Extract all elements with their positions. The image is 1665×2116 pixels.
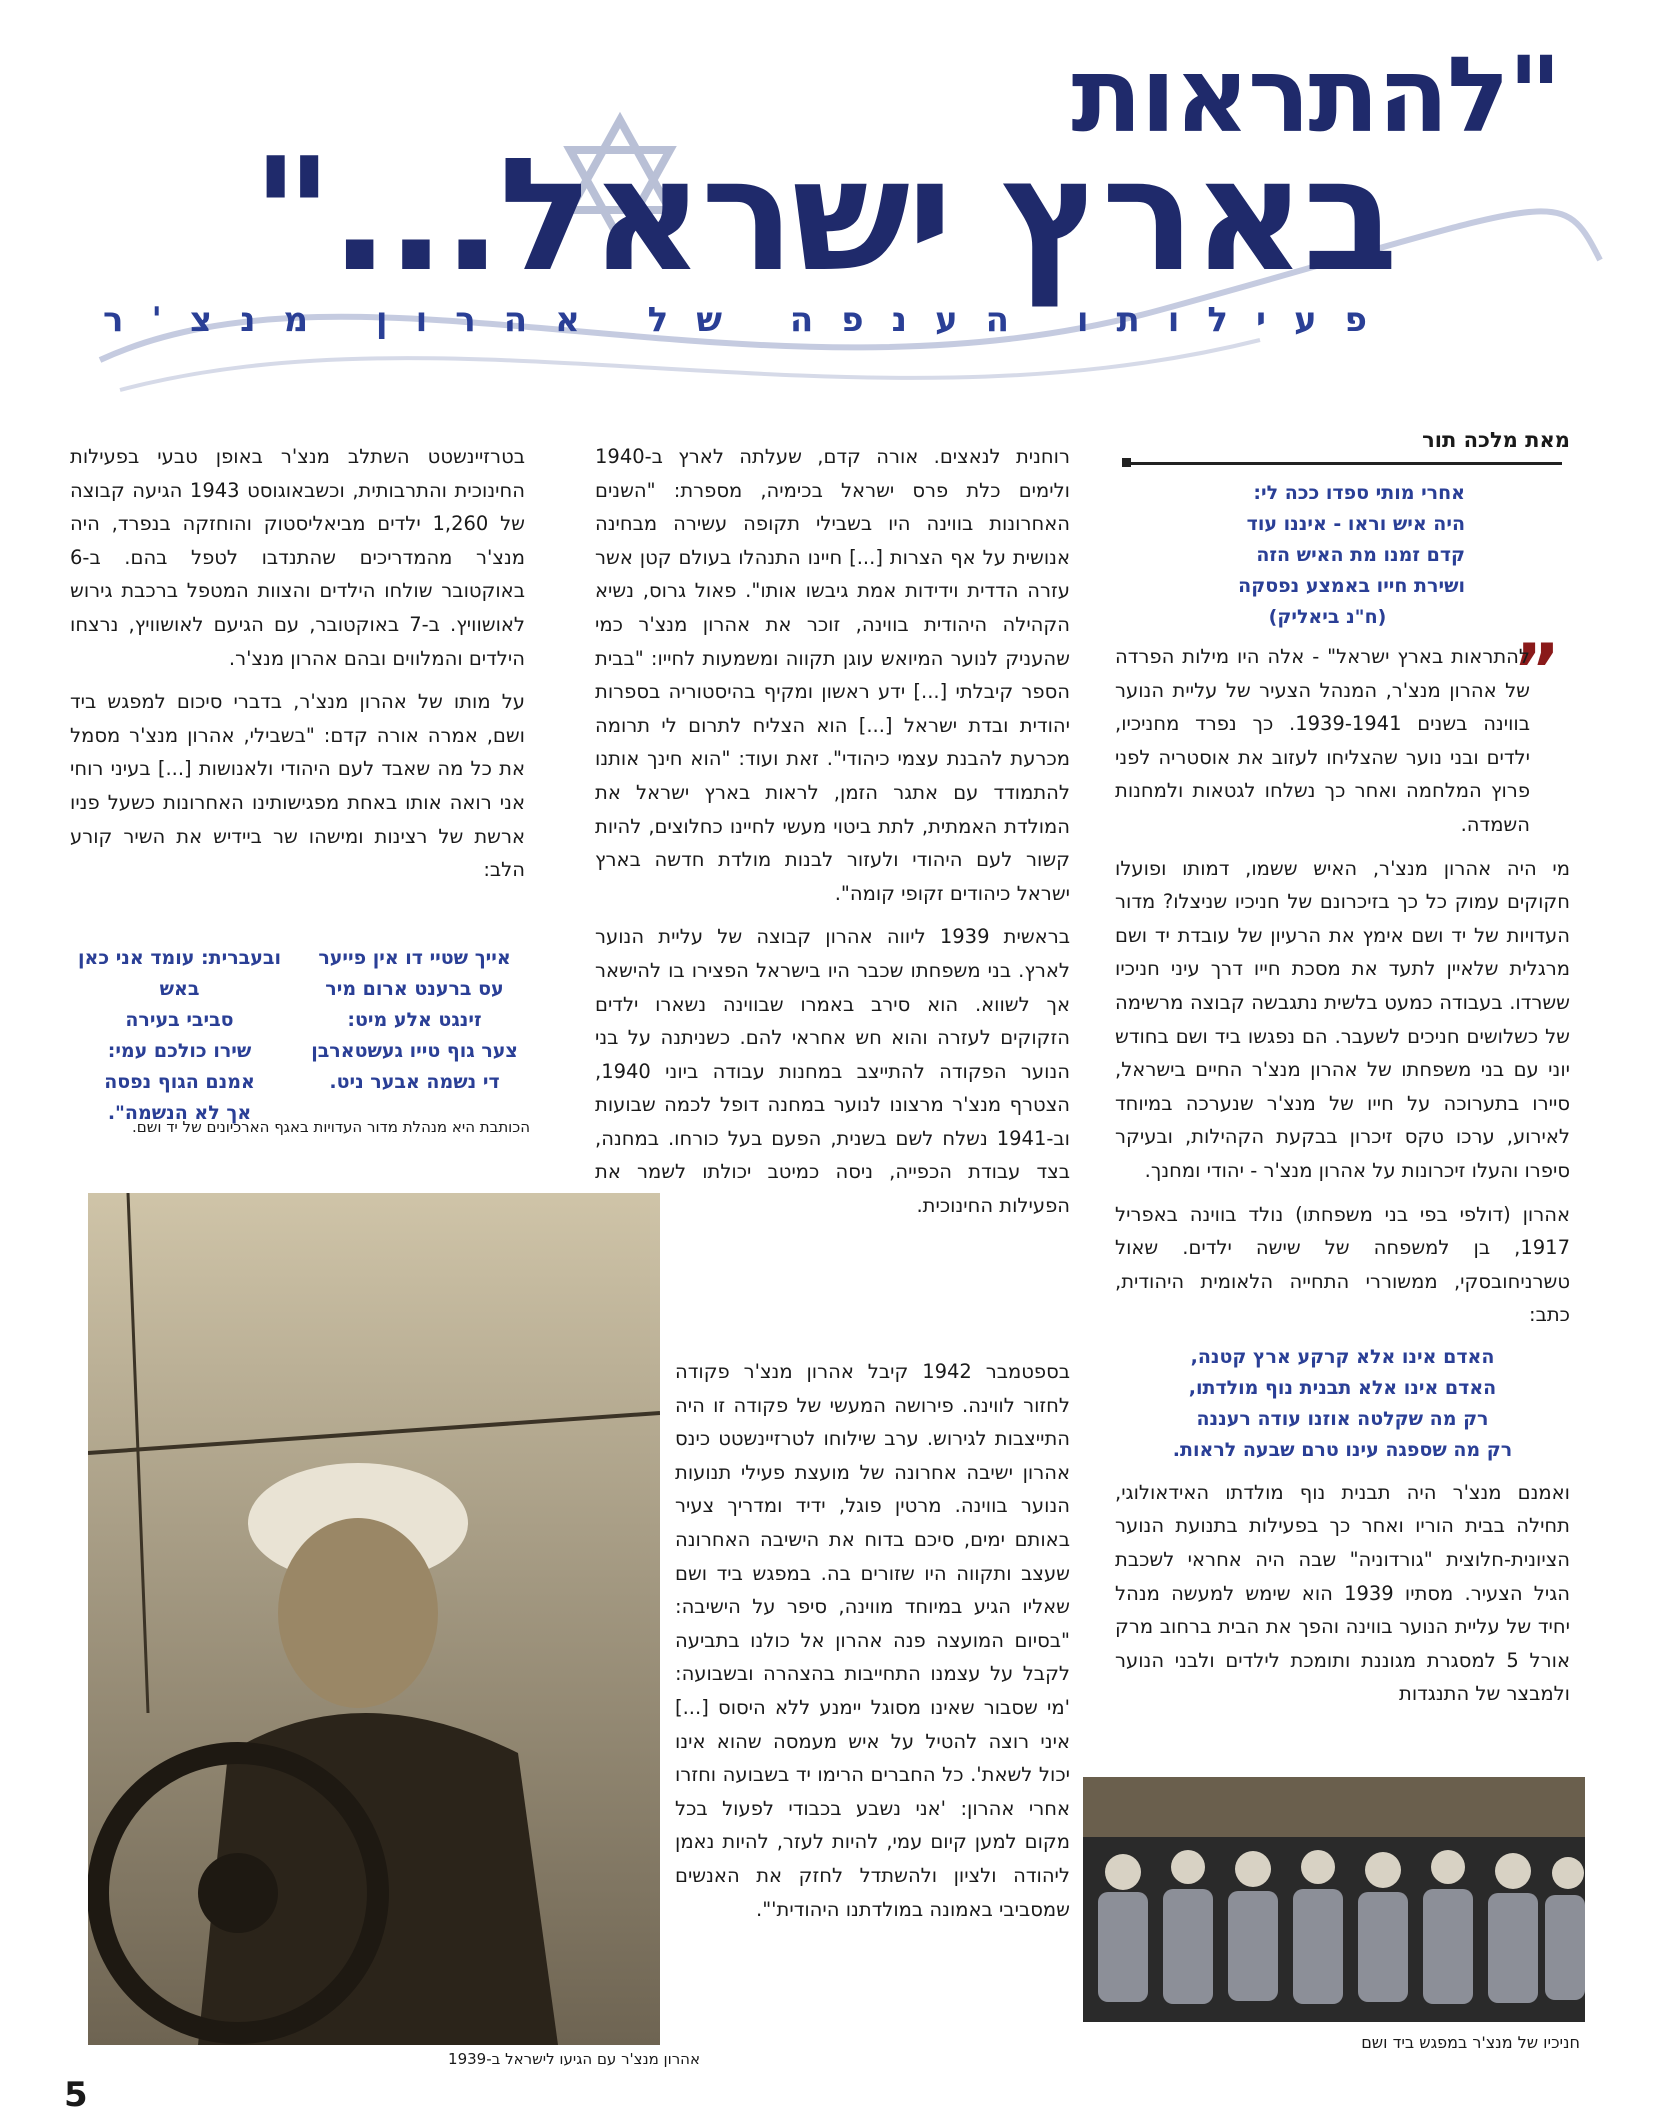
paragraph: רוחנית לנאצים. אורה קדם, שעלתה לארץ ב-1940 ולימים כלת פרס ישראל בכימיה, מספרת: "השנים האחרונות בווינה היו בשבילי תקופה עשירה מבחינה אנושית על אף הצרות [...] חיינו התנהלו בעולם קטן אשר עזרה הדדית וידידות אמת גיבשו אותו". פאול גרוס, נשיא הקהילה היהודית בווינה, זוכר את אהרון מנצ'ר כמי שהעניק לנוער המיואש עוגן תקווה ומשמעות לחייו: "בבית הספר קיבלתי [...] ידע ראשון ומקיף בהיסטוריה בספרות יהודית ובדת ישראל [...] הוא הצליח לתרום לי תרומה מכרעת להבנת עצמי כיהודי". זאת ועוד: "הוא חינך אותנו להתמודד עם אתגר הזמן, לראות בארץ ישראל את המולדת האמתית, לתת ביטוי מעשי לחיינו כחלוצים, להיות קשור לעם היהודי ולעזור לבנות מולדת חדשה בארץ ישראל כיהודים זקופי קומה". bbox=[595, 445, 1070, 905]
epigraph-line: היה איש וראו - איננו עוד bbox=[1246, 513, 1465, 535]
poem-line: צער גוף טייו געשטארבן bbox=[311, 1040, 518, 1062]
author-credit: הכותבת היא מנהלת מדור העדויות באגף הארכיונים של יד ושם. bbox=[132, 1118, 530, 1136]
paragraph: ואמנם מנצ'ר היה תבנית נוף מולדתו האידאולוגי, תחילה בבית הוריו ואחר כך בפעילות בתנועת הנוער הציונית-חלוצית "גורדוניה" שבה היה אחראי לשכבת הגיל הצעיר. מסתיו 1939 הוא שימש למעשה מנהל יחיד של עליית הנוער בווינה והפך את הבית ברחוב מרק אורל 5 למסגרת מגוננת ותומכת לילדים ולבני הנוער ולמבצר של התנגדות bbox=[1115, 1480, 1570, 1706]
poem-line: עס ברענט ארום מיר bbox=[325, 978, 504, 1000]
photo-caption-2: חניכיו של מנצ'ר במפגש ביד ושם bbox=[1361, 2033, 1580, 2052]
paragraph: בראשית 1939 ליווה אהרון קבוצה של עליית הנוער לארץ. בני משפחתו שכבר היו בישראל הפצירו בו להישאר אך לשווא. הוא סירב באמרו שבווינה נשארו ילדים הזקוקים לעזרה והוא חש אחראי להם. כשניתנה על בני הנוער הפקודה להתייצב במחנות עבודה ביוני 1940, הצטרף מנצ'ר מרצונו לנוער במחנה דופל לכמה שבועות וב-1941 נשלח לשם בשנית, הפעם בעל כורחו. במחנה, בצד עבודת הכפייה, ניסה כמיטב יכולתו לשמר את הפעילות החינוכית. bbox=[595, 925, 1070, 1218]
article-column-2 bbox=[595, 440, 1070, 1233]
photo-reunion-group bbox=[1083, 1777, 1585, 2022]
poem-line: אמנם הגוף נפסה bbox=[104, 1071, 255, 1093]
poem-line: רק מה שספגה עינו טרם שבעה לראות. bbox=[1172, 1438, 1513, 1461]
poem-tchernichovsky bbox=[1115, 1342, 1570, 1466]
byline-rule-dot bbox=[1122, 458, 1131, 467]
poem-line: רק מה שקלטה אוזנו עודה רעננה bbox=[1196, 1407, 1489, 1430]
title-line-2: בארץ ישראל..." bbox=[251, 124, 1395, 306]
epigraph-line: ושירת חייו באמצע נפסקה bbox=[1238, 575, 1465, 597]
yiddish-song-original bbox=[307, 943, 522, 1098]
epigraph bbox=[1190, 478, 1465, 633]
article-column-1 bbox=[1115, 628, 1570, 1721]
poem-line: ובעברית: עומד אני כאן באש bbox=[77, 947, 282, 1000]
poem-line: אך לא הנשמה". bbox=[107, 1102, 252, 1124]
epigraph-line: (ח"נ ביאליק) bbox=[1268, 606, 1387, 628]
yiddish-song-translation bbox=[72, 943, 287, 1129]
epigraph-line: אחרי מותי ספדו ככה לי: bbox=[1253, 482, 1465, 504]
poem-line: סביבי בעירה bbox=[125, 1009, 234, 1031]
paragraph: בספטמבר 1942 קיבל אהרון מנצ'ר פקודה לחזור לווינה. פירושה המעשי של פקודה זו היה התייצבות לגירוש. ערב שילוחו לטרזיינשטט כינס אהרון ישיבה אחרונה של מועצת פעילי תנועות הנוער בווינה. מרטין פוגל, ידיד ומדריך צעיר באותם ימים, סיכם בדוח את הישיבה האחרונה שעצב ותקווה היו שזורים בה. במפגש ביד ושם שאליו הגיע במיוחד מווינה, סיפר על הישיבה: "בסיום המועצה פנה אהרון אל כולנו בתביעה לקבל על עצמנו התחייבות בהצהרה ובשבועה: 'מי שסבור שאינו מסוגל יימנע ללא היסוס [...] איני רוצה להטיל על איש מעמסה שהוא אינו יכול לשאת'. כל החברים הרימו יד בשבועה וחזרו אחרי אהרון: 'אני נשבע בכבודי לפעול בכל מקום למען קיום עמי, להיות לעזר, להיות נאמן ליהודה ולציון ולהשתדל לחזק את האנשים שמסביבי באמונה במולדתנו היהודית'". bbox=[675, 1360, 1071, 1921]
poem-line: שירו כולכם עמי: bbox=[107, 1040, 252, 1062]
paragraph: על מותו של אהרון מנצ'ר, בדברי סיכום למפגש ביד ושם, אמרה אורה קדם: "בשבילי, אהרון מנצ'ר מסמל את כל מה שאבד לעם היהודי ולאנושות [...] בעיני רוחי אני רואה אותו באחת מפגישותינו האחרונות כשעל פניו ארשת של רצינות ומישהו שר ביידיש את השיר קורע הלב: bbox=[70, 690, 525, 882]
photo-caption-1: אהרון מנצ'ר עם הגיעו לישראל ב-1939 bbox=[448, 2050, 700, 2068]
quote-mark-icon: ” bbox=[1513, 628, 1561, 712]
paragraph: אהרון (דולפי בפי בני משפחתו) נולד בווינה באפריל 1917, בן למשפחה של שישה ילדים. שאול טשרניחובסקי, ממשוררי התחייה הלאומית היהודית, כתב: bbox=[1115, 1202, 1570, 1327]
title-line-1: "להתראות bbox=[1071, 34, 1560, 156]
poem-line: אייך שטיי דו אין פייער bbox=[318, 947, 511, 969]
paragraph: בטרזיינשטט השתלב מנצ'ר באופן טבעי בפעילות החינוכית והתרבותית, וכשבאוגוסט 1943 הגיעה קבוצה של 1,260 ילדים מביאליסטוק והוחזקה בנפרד, היה מנצ'ר מהמדריכים שהתנדבו לטפל בהם. ב-6 באוקטובר שולחו הילדים והצוות המטפל ברכבת גירוש לאושוויץ. ב-7 באוקטובר, עם הגיעם לאושוויץ, נרצחו הילדים והמלווים ובהם אהרון מנצ'ר. bbox=[70, 445, 526, 670]
poem-line: האדם אינו אלא תבנית נוף מולדתו, bbox=[1188, 1376, 1497, 1399]
subtitle: פעילותו הענפה של אהרון מנצ'ר bbox=[103, 300, 1395, 340]
epigraph-line: קדם זמנו מת האיש הזה bbox=[1256, 544, 1465, 566]
article-column-3 bbox=[70, 440, 525, 897]
photo-manzer-ship bbox=[88, 1193, 660, 2045]
paragraph: להתראות בארץ ישראל" - אלה היו מילות הפרדה של אהרון מנצ'ר, המנהל הצעיר של עליית הנוער בווינה בשנים 1939-1941. כך נפרד מחניכיו, ילדים ובני נוער שהצליחו לעזוב את אוסטריה לפני פרוץ המלחמה ואחר כך נשלחו לגטאות ולמחנות השמדה. bbox=[1115, 645, 1530, 836]
poem-line: די נשמה אבער ניט. bbox=[329, 1071, 500, 1093]
paragraph: מי היה אהרון מנצ'ר, האיש ששמו, דמותו ופועלו חקוקים עמוק כל כך בזיכרונם של חניכיו שניצלו? מדור העדויות של יד ושם אימץ את הרעיון של עובדת יד ושם מרגלית שלאיין לתעד את מסכת חייו דרך עיני חניכיו ששרדו. בעבודה כמעט בלשית נתגבשה קבוצה מרשימה של כשלושים חניכים לשעבר. הם נפגשו ביד ושם בחודש יוני עם בני משפחתו של אהרון מנצ'ר החיים בישראל, סיירו בתערוכה על חייו של מנצ'ר שנערכה במיוחד לאירוע, ערכו טקס זיכרון בבקעת הקהילות, ובעיקר סיפרו והעלו זיכרונות על אהרון מנצ'ר - יהודי ומחנך. bbox=[1115, 856, 1570, 1182]
page-number: 5 bbox=[64, 2075, 88, 2115]
poem-line: זינגט אלע מיט: bbox=[347, 1009, 482, 1031]
article-column-2-continued bbox=[675, 1355, 1070, 1936]
byline: מאת מלכה תור bbox=[1422, 428, 1570, 452]
poem-line: האדם אינו אלא קרקע ארץ קטנה, bbox=[1190, 1345, 1495, 1368]
byline-rule bbox=[1125, 462, 1562, 465]
